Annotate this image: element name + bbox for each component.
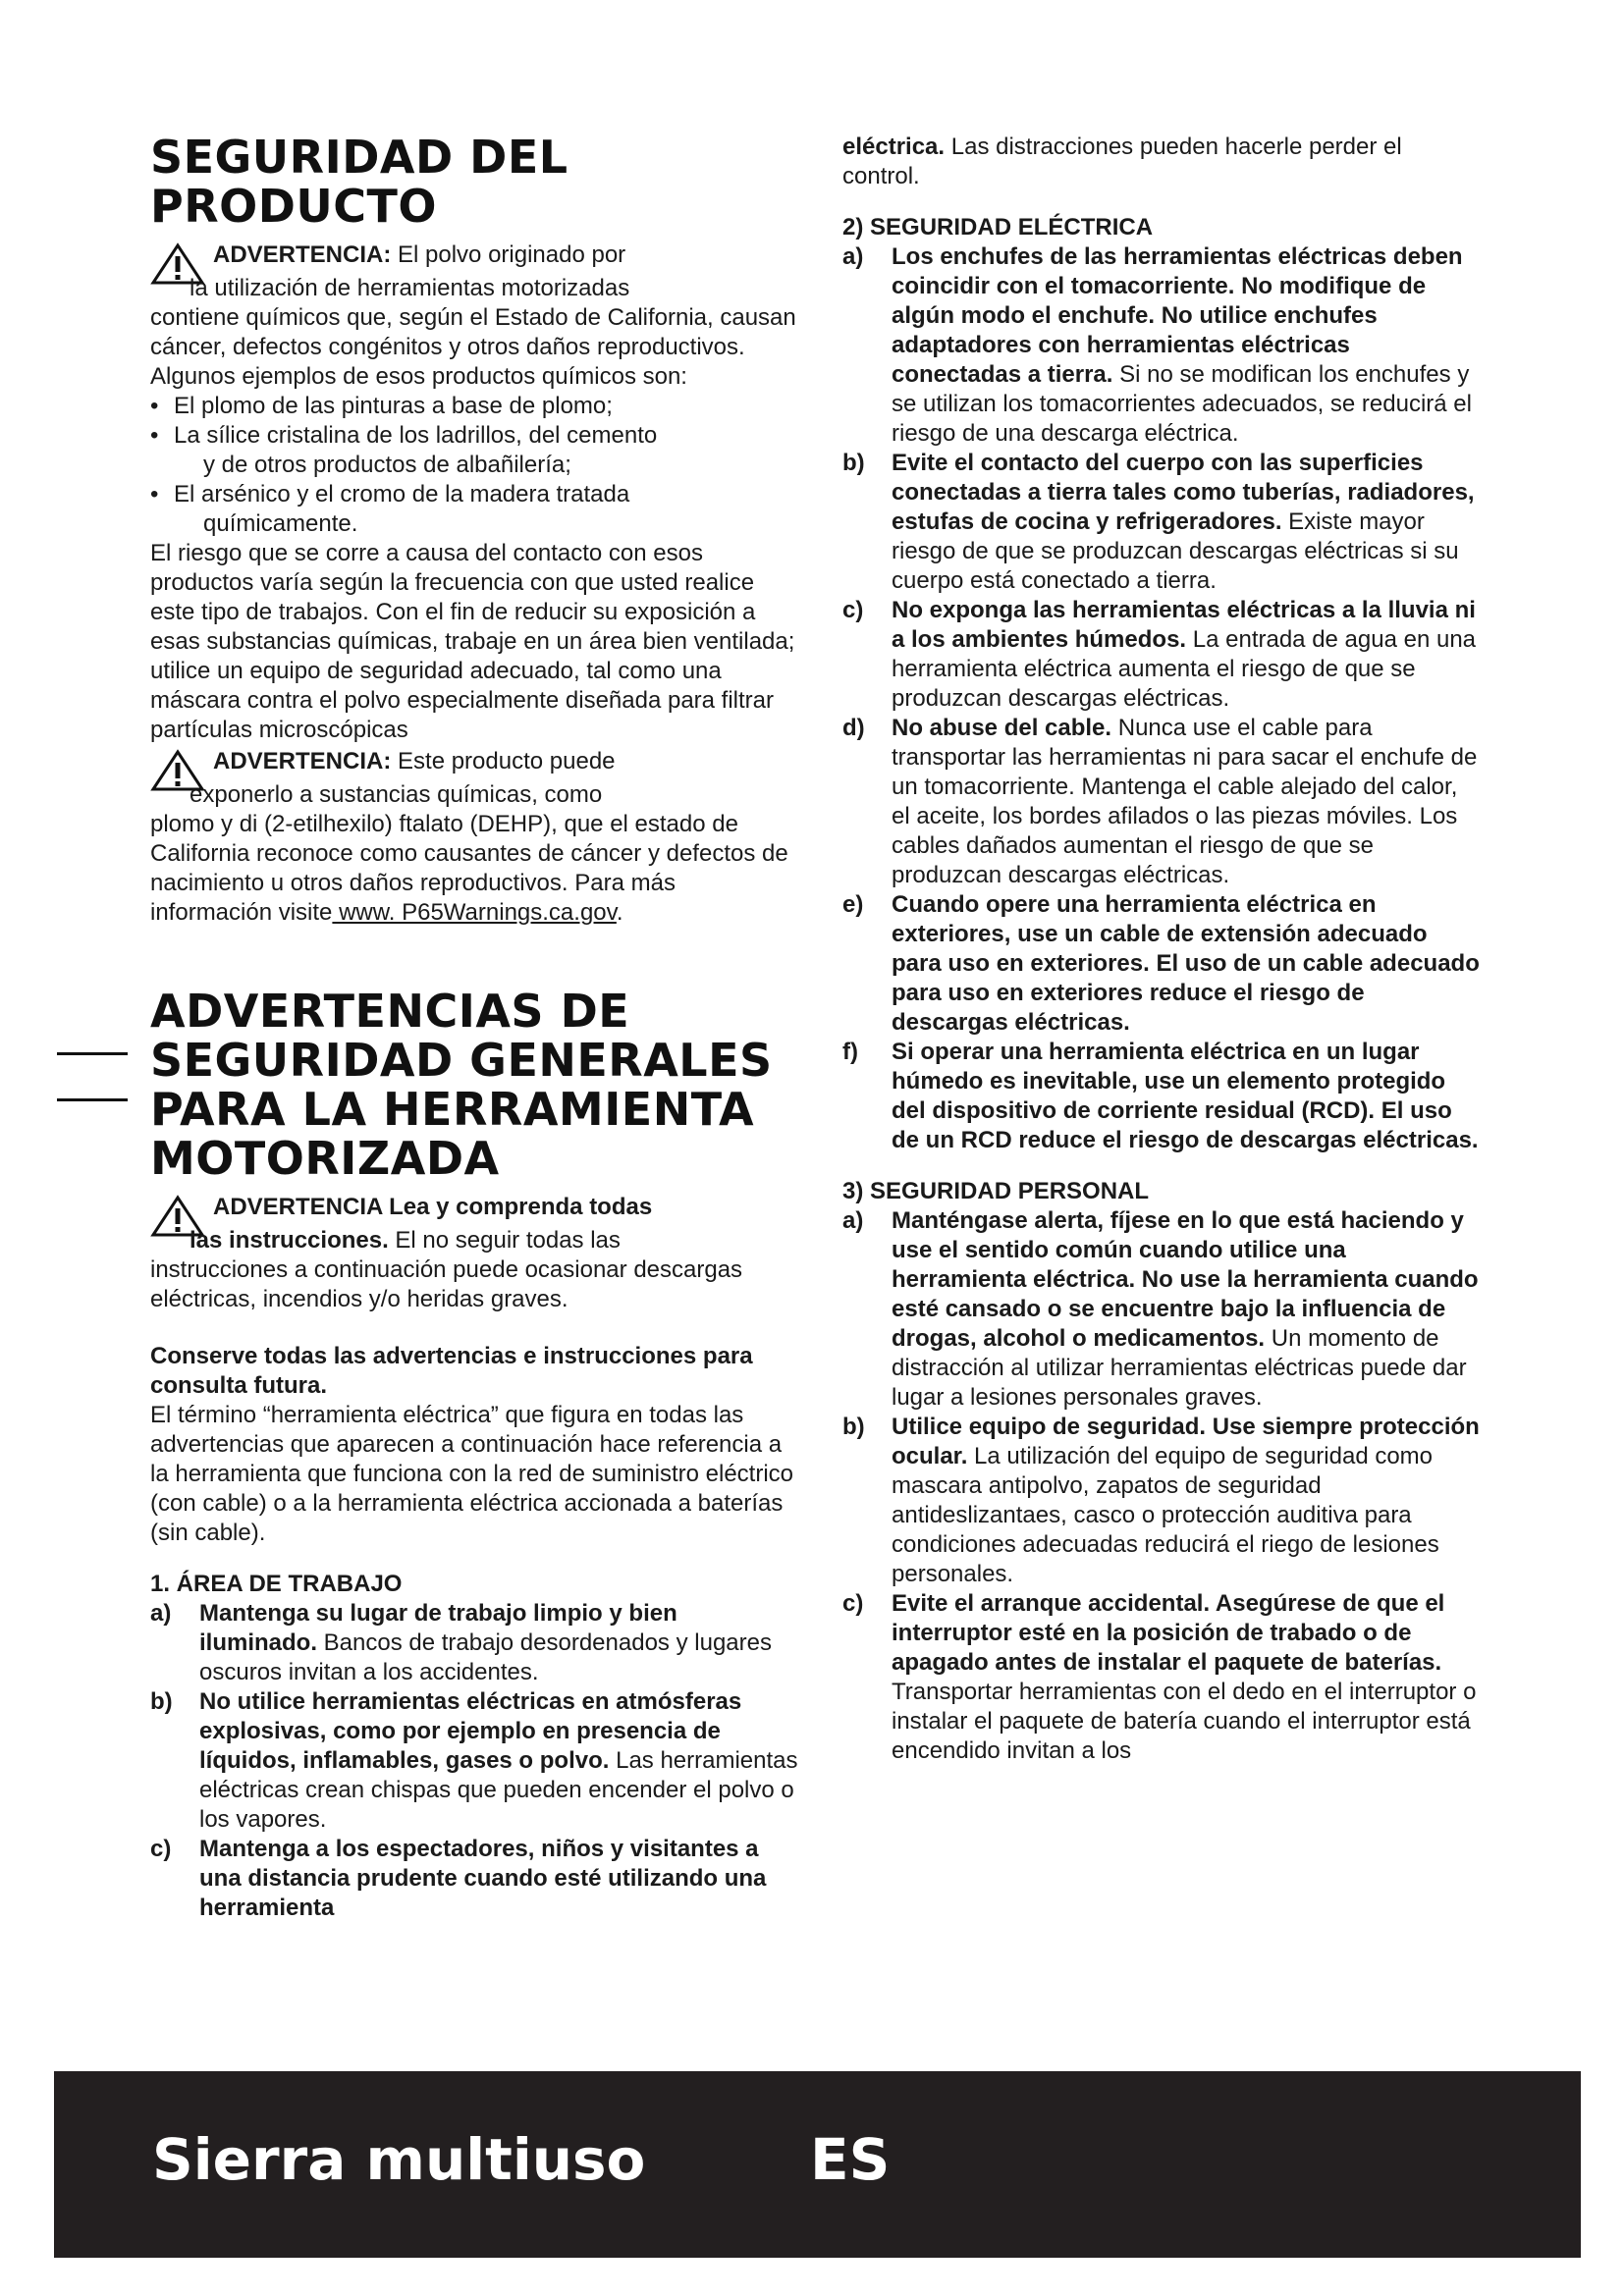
- warning-label: ADVERTENCIA:: [213, 241, 392, 268]
- list-item: b) Utilice equipo de seguridad. Use siempre protección ocular. La utilización del equipo de seguridad como mascara antipolvo, zapatos de seguridad antideslizantaes, casco o protección auditiva para condiciones adecuadas reducirá el riego de lesiones personales.: [842, 1414, 1480, 1587]
- section-title-product-safety: SEGURIDAD DEL PRODUCTO: [150, 131, 568, 233]
- left-column: [150, 133, 798, 1923]
- warning-label: ADVERTENCIA: [213, 1194, 383, 1220]
- list-item: c) Evite el arranque accidental. Asegúrese de que el interruptor esté en la posición de trabado o de apagado antes de instalar el paquete de baterías. Transportar herramientas con el dedo en el interruptor o instalar el paquete de batería cuando el interruptor está encendido invitan a los: [842, 1590, 1477, 1764]
- language-code: ES: [810, 2126, 891, 2193]
- section-work-area-title: 1. ÁREA DE TRABAJO: [150, 1571, 403, 1597]
- section-personal-title: 3) SEGURIDAD PERSONAL: [842, 1178, 1150, 1204]
- warning-block-dust: ADVERTENCIA: El polvo originado por la utilización de herramientas motorizadas contiene químicos que, según el Estado de California, causan cáncer, defectos congénitos y otros daños reproductivos. Algunos ejemplos de esos productos químicos son: • El plomo de las pinturas a base de plomo; • La sílice cristalina de los ladrillos, del cemento y de otros productos de albañilería; • El arsénico y el cromo de la madera tratada químicamente. El riesgo que se corre a causa del contacto con esos productos varía según la frecuencia con que usted realice este tipo de trabajos. Con el fin de reducir su exposición a esas substancias químicas, trabaje en un área bien ventilada; utilice un equipo de seguridad adecuado, tal como una máscara contra el polvo especialmente diseñada para filtrar partículas microscópicas: [150, 240, 798, 745]
- work-area-list: [150, 1599, 798, 1923]
- list-item: d) No abuse del cable. Nunca use el cable para transportar las herramientas ni para sacar el enchufe de un tomacorriente. Mantenga el cable alejado del calor, el aceite, los bordes afilados o las piezas móviles. Los cables dañados aumentan el riesgo de que se produzcan descargas eléctricas.: [842, 715, 1478, 888]
- warning-body: contiene químicos que, según el Estado de California, causan cáncer, defectos congénitos y otros daños reproductivos. Algunos ejemplos de esos productos químicos son:: [150, 304, 796, 390]
- p65-link[interactable]: www. P65Warnings.ca.gov: [332, 899, 617, 926]
- conserve-heading: Conserve todas las advertencias e instrucciones para consulta futura.: [150, 1343, 753, 1399]
- footer-bar: [54, 2071, 1581, 2258]
- section-electrical-title: 2) SEGURIDAD ELÉCTRICA: [842, 214, 1154, 240]
- warning-label: ADVERTENCIA:: [213, 748, 392, 774]
- continued-text: eléctrica. Las distracciones pueden hacerle perder el control.: [842, 133, 1402, 189]
- warning-block-read-instructions: ADVERTENCIA Lea y comprenda todas las instrucciones. El no seguir todas las instrucciones a continuación puede ocasionar descargas eléctricas, incendios y/o heridas graves.: [150, 1194, 743, 1312]
- section-title-general-safety: ADVERTENCIAS DE SEGURIDAD GENERALES PARA LA HERRAMIENTA MOTORIZADA: [150, 985, 773, 1185]
- list-item: c) Mantenga a los espectadores, niños y visitantes a una distancia prudente cuando esté utilizando una herramienta: [150, 1836, 767, 1921]
- list-item: e) Cuando opere una herramienta eléctrica en exteriores, use un cable de extensión adecuado para uso en exteriores. El uso de un cable adecuado para uso en exteriores reduce el riesgo de descargas eléctricas.: [842, 891, 1480, 1036]
- list-item: • La sílice cristalina de los ladrillos, del cemento y de otros productos de albañilería;: [150, 421, 798, 480]
- product-name: Sierra multiuso: [152, 2126, 646, 2193]
- section-marker-lines: [57, 1052, 128, 1145]
- list-item: • El plomo de las pinturas a base de plomo;: [150, 392, 798, 421]
- list-item: a) Los enchufes de las herramientas eléctricas deben coincidir con el tomacorriente. No modifique de algún modo el enchufe. No utilice enchufes adaptadores con herramientas eléctricas conectadas a tierra. Si no se modifican los enchufes y se utilizan los tomacorrientes adecuados, se reducirá el riesgo de una descarga eléctrica.: [842, 243, 1472, 447]
- conserve-text: El término “herramienta eléctrica” que figura en todas las advertencias que aparecen a continuación hace referencia a la herramienta que funciona con la red de suministro eléctrico (con cable) o a la herramienta eléctrica accionada a baterías (sin cable).: [150, 1402, 794, 1546]
- list-item: • El arsénico y el cromo de la madera tratada químicamente.: [150, 480, 798, 539]
- electrical-list: [842, 242, 1481, 1155]
- list-item: c) No exponga las herramientas eléctricas a la lluvia ni a los ambientes húmedos. La entrada de agua en una herramienta eléctrica aumenta el riesgo de que se produzcan descargas eléctricas.: [842, 597, 1477, 712]
- list-item: a) Mantenga su lugar de trabajo limpio y bien iluminado. Bancos de trabajo desordenados y lugares oscuros invitan a los accidentes.: [150, 1600, 772, 1685]
- list-item: f) Si operar una herramienta eléctrica en un lugar húmedo es inevitable, use un elemento protegido del dispositivo de corriente residual (RCD). El uso de un RCD reduce el riesgo de descargas eléctricas.: [842, 1039, 1479, 1153]
- list-item: b) No utilice herramientas eléctricas en atmósferas explosivas, como por ejemplo en presencia de líquidos, inflamables, gases o polvo. Las herramientas eléctricas crean chispas que pueden encender el polvo o los vapores.: [150, 1688, 798, 1833]
- chemicals-list: [150, 392, 798, 539]
- list-item: b) Evite el contacto del cuerpo con las superficies conectadas a tierra tales como tuberías, radiadores, estufas de cocina y refrigeradores. Existe mayor riesgo de que se produzcan descargas eléctricas si su cuerpo está conectado a tierra.: [842, 450, 1475, 594]
- warning-after-text: El riesgo que se corre a causa del contacto con esos productos varía según la frecuencia con que usted realice este tipo de trabajos. Con el fin de reducir su exposición a esas substancias químicas, trabaje en un área bien ventilada; utilice un equipo de seguridad adecuado, tal como una máscara contra el polvo especialmente diseñada para filtrar partículas microscópicas: [150, 540, 795, 743]
- list-item: a) Manténgase alerta, fíjese en lo que está haciendo y use el sentido común cuando utilice una herramienta eléctrica. No use la herramienta cuando esté cansado o se encuentre bajo la influencia de drogas, alcohol o medicamentos. Un momento de distracción al utilizar herramientas eléctricas puede dar lugar a lesiones personales graves.: [842, 1207, 1479, 1411]
- right-column: [842, 133, 1481, 1766]
- personal-list: [842, 1206, 1481, 1766]
- warning-block-prop65: ADVERTENCIA: Este producto puede exponerlo a sustancias químicas, como plomo y di (2-etilhexilo) ftalato (DEHP), que el estado de California reconoce como causantes de cáncer y defectos de nacimiento u otros daños reproductivos. Para más información visite www. P65Warnings.ca.gov.: [150, 748, 788, 926]
